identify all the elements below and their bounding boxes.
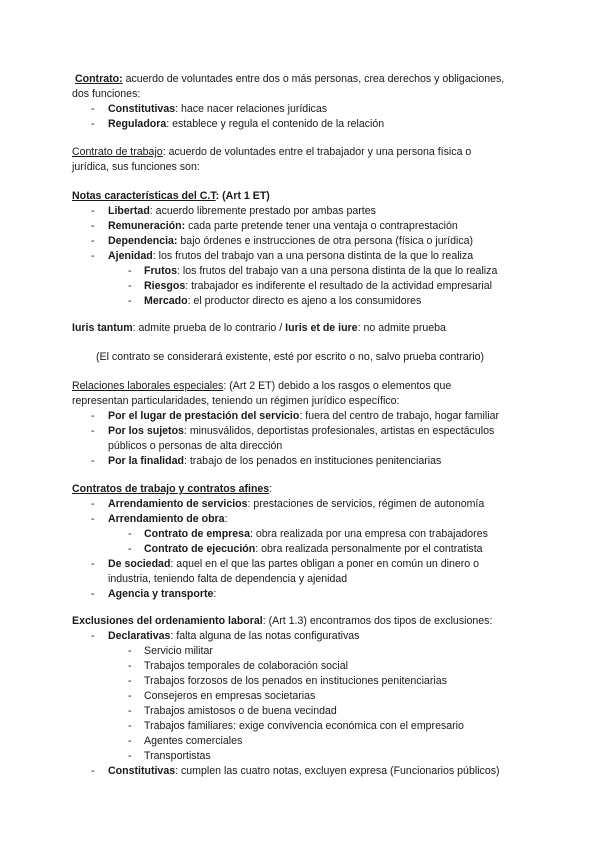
- list-item: - Agencia y transporte:: [72, 587, 532, 602]
- term-contrato-de-trabajo: Contrato de trabajo: [72, 146, 163, 158]
- sub-list-item: - Trabajos familiares: exige convivencia económica con el empresario: [72, 719, 532, 734]
- sub-list-item: - Servicio militar: [72, 644, 532, 659]
- sub-list-item: - Trabajos amistosos o de buena vecindad: [72, 704, 532, 719]
- list-item: - Constitutivas: hace nacer relaciones jurídicas: [72, 102, 532, 117]
- section-relaciones-laborales: Relaciones laborales especiales: (Art 2 ET) debido a los rasgos o elementos que representan particularidades, teniendo un régimen jurídico específico: - Por el lugar de prestación del servicio: fuera del centro de trabajo, hogar familiar - Por los sujetos: minusválidos, deportistas profesionales, artistas en espectáculos públicos o personas de alta dirección - Por la finalidad: trabajo de los penados en instituciones penitenciarias: [72, 379, 532, 469]
- section-contrato: Contrato: acuerdo de voluntades entre dos o más personas, crea derechos y obligaciones, dos funciones: - Constitutivas: hace nacer relaciones jurídicas - Reguladora: establece y regula el contenido de la relación: [72, 72, 532, 132]
- list-item: - Por la finalidad: trabajo de los penados en instituciones penitenciarias: [72, 454, 532, 469]
- list-item: - Ajenidad: los frutos del trabajo van a una persona distinta de la que lo realiza: [72, 249, 532, 264]
- sub-list-item: - Transportistas: [72, 749, 532, 764]
- note-contrato-existente: (El contrato se considerará existente, esté por escrito o no, salvo prueba contrario): [96, 351, 485, 363]
- sub-list-item: - Contrato de empresa: obra realizada por una empresa con trabajadores: [72, 527, 532, 542]
- list-item: - Por los sujetos: minusválidos, deportistas profesionales, artistas en espectáculos: [72, 424, 532, 439]
- term-contrato: Contrato:: [74, 73, 123, 85]
- sub-list-item: - Frutos: los frutos del trabajo van a una persona distinta de la que lo realiza: [72, 264, 532, 279]
- sub-list-item: - Agentes comerciales: [72, 734, 532, 749]
- sub-list-item: - Mercado: el productor directo es ajeno a los consumidores: [72, 294, 532, 309]
- section-notas-caracteristicas: [72, 189, 532, 309]
- paragraph-contrato: Contrato: acuerdo de voluntades entre dos o más personas, crea derechos y obligaciones,: [74, 73, 505, 85]
- list-item: - Por el lugar de prestación del servicio: fuera del centro de trabajo, hogar familiar: [72, 409, 532, 424]
- list-item: - Constitutivas: cumplen las cuatro notas, excluyen expresa (Funcionarios públicos): [72, 764, 532, 779]
- section-heading: Exclusiones del ordenamiento laboral: (Art 1.3) encontramos dos tipos de exclusiones:: [72, 615, 493, 627]
- list-item: - De sociedad: aquel en el que las partes obligan a poner en común un dinero o: [72, 557, 532, 572]
- section-heading: Contratos de trabajo y contratos afines:: [72, 483, 273, 495]
- sub-list-item: - Trabajos forzosos de los penados en instituciones penitenciarias: [72, 674, 532, 689]
- section-heading: Notas características del C.T: (Art 1 ET): [72, 190, 270, 202]
- section-exclusiones: [72, 614, 532, 779]
- list-item: - Reguladora: establece y regula el contenido de la relación: [72, 117, 532, 132]
- list-item: - Dependencia: bajo órdenes e instrucciones de otra persona (física o jurídica): [72, 234, 532, 249]
- section-contratos-afines: Contratos de trabajo y contratos afines: - Arrendamiento de servicios: prestaciones de servicios, régimen de autonomía - Arrendamiento de obra: - Contrato de empresa: obra realizada por una empresa con trabajadores - Contrato de ejecución: obra realizada personalmente por el contratista - De sociedad: aquel en el que las partes obligan a poner en común un dinero o industria, teniendo falta de dependencia y ajenidad - Agencia y transporte:: [72, 482, 532, 602]
- sub-list-item: - Consejeros en empresas societarias: [72, 689, 532, 704]
- sub-list-item: - Contrato de ejecución: obra realizada personalmente por el contratista: [72, 542, 532, 557]
- list-item: - Libertad: acuerdo libremente prestado por ambas partes: [72, 204, 532, 219]
- list-item: - Remuneración: cada parte pretende tener una ventaja o contraprestación: [72, 219, 532, 234]
- list-item: - Arrendamiento de obra:: [72, 512, 532, 527]
- list-item: - Declarativas: falta alguna de las notas configurativas: [72, 629, 532, 644]
- list-item: - Arrendamiento de servicios: prestaciones de servicios, régimen de autonomía: [72, 497, 532, 512]
- section-iuris: Iuris tantum: admite prueba de lo contrario / Iuris et de iure: no admite prueba: [72, 322, 446, 334]
- sub-list-item: - Trabajos temporales de colaboración social: [72, 659, 532, 674]
- section-contrato-de-trabajo: Contrato de trabajo: acuerdo de voluntades entre el trabajador y una persona física o jurídica, sus funciones son:: [72, 146, 472, 173]
- sub-list-item: - Riesgos: trabajador es indiferente el resultado de la actividad empresarial: [72, 279, 532, 294]
